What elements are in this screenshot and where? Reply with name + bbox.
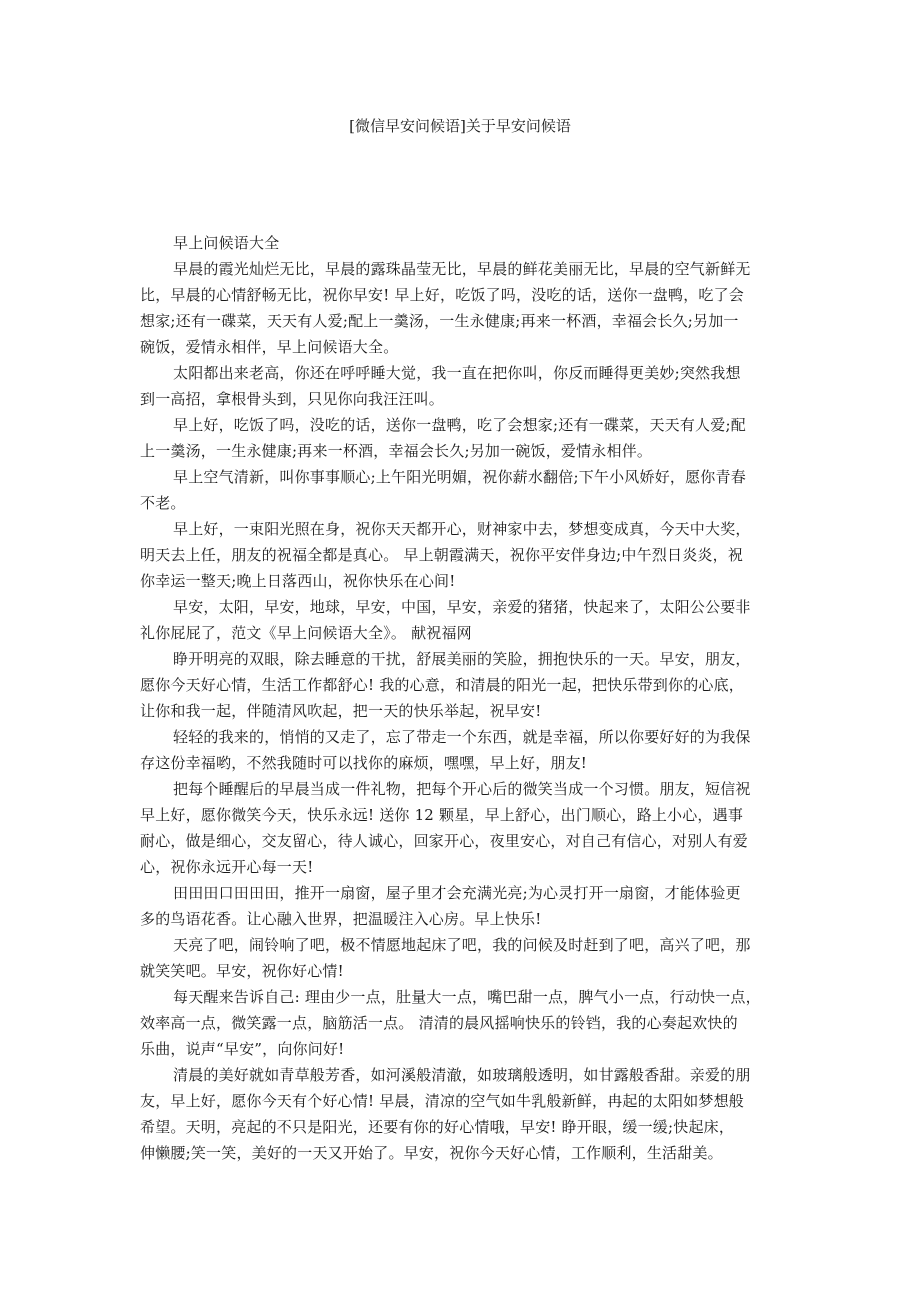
text-line: 乐曲，说声“早安”，向你问好!	[140, 1040, 345, 1058]
text-line: 田田田口田田田，推开一扇窗，屋子里才会充满光亮;为心灵打开一扇窗，才能体验更	[173, 884, 741, 902]
section-heading	[140, 230, 790, 256]
text-line: 睁开明亮的双眼，除去睡意的干扰，舒展美丽的笑脸，拥抱快乐的一天。早安，朋友，	[173, 650, 751, 668]
document-title: [微信早安问候语]关于早安问候语	[349, 117, 571, 135]
text-line: 多的鸟语花香。让心融入世界，把温暖注入心房。早上快乐!	[140, 910, 542, 928]
text-line: 不老。	[140, 494, 186, 512]
text-line: 清晨的美好就如青草般芳香，如河溪般清澈，如玻璃般透明，如甘露般香甜。亲爱的朋	[173, 1066, 751, 1084]
text-line: 明天去上任，朋友的祝福全都是真心。 早上朝霞满天，祝你平安伴身边;中午烈日炎炎，祝	[140, 546, 744, 564]
paragraph	[140, 464, 790, 516]
text-line: 愿你今天好心情，生活工作都舒心! 我的心意，和清晨的阳光一起，把快乐带到你的心底，	[140, 676, 744, 694]
document-body	[140, 230, 790, 1166]
text-line: 每天醒来告诉自己: 理由少一点，肚量大一点，嘴巴甜一点，脾气小一点，行动快一点，	[173, 988, 761, 1006]
text-line: 早上好，吃饭了吗，没吃的话，送你一盘鸭，吃了会想家;还有一碟菜，天天有人爱;配	[173, 416, 746, 434]
text-line: 存这份幸福哟，不然我随时可以找你的麻烦，嘿嘿，早上好，朋友!	[140, 754, 588, 772]
text-line: 心，祝你永远开心每一天!	[140, 858, 314, 876]
text-line: 想家;还有一碟菜，天天有人爱;配上一羹汤，一生永健康;再来一杯酒，幸福会长久;另加一	[140, 312, 739, 330]
text-line: 天亮了吧，闹铃响了吧，极不情愿地起床了吧，我的问候及时赶到了吧，高兴了吧，那	[173, 936, 751, 954]
paragraph	[140, 516, 790, 594]
text-line: 比，早晨的心情舒畅无比，祝你早安! 早上好，吃饭了吗，没吃的话，送你一盘鸭，吃了会	[140, 286, 744, 304]
paragraph	[140, 1062, 790, 1166]
text-line: 碗饭，爱情永相伴，早上问候语大全。	[140, 338, 399, 356]
paragraph	[140, 360, 790, 412]
text-line: 礼你屁屁了，范文《早上问候语大全》。 献祝福网	[140, 624, 472, 642]
paragraph	[140, 594, 790, 646]
paragraph	[140, 646, 790, 724]
text-line: 把每个睡醒后的早晨当成一件礼物，把每个开心后的微笑当成一个习惯。朋友，短信祝	[173, 780, 751, 798]
text-line: 早上问候语大全	[173, 234, 280, 252]
text-line: 上一羹汤，一生永健康;再来一杯酒，幸福会长久;另加一碗饭，爱情永相伴。	[140, 442, 653, 460]
text-line: 耐心，做是细心，交友留心，待人诚心，回家开心，夜里安心，对自己有信心，对别人有爱	[140, 832, 749, 850]
text-line: 到一高招，拿根骨头到，只见你向我汪汪叫。	[140, 390, 445, 408]
text-line: 你幸运一整天;晚上日落西山，祝你快乐在心间!	[140, 572, 456, 590]
text-line: 轻轻的我来的，悄悄的又走了，忘了带走一个东西，就是幸福，所以你要好好的为我保	[173, 728, 751, 746]
paragraph	[140, 880, 790, 932]
text-line: 早上空气清新，叫你事事顺心;上午阳光明媚，祝你薪水翻倍;下午小风娇好，愿你青春	[173, 468, 746, 486]
text-line: 希望。天明，亮起的不只是阳光，还要有你的好心情哦，早安! 睁开眼，缓一缓;快起床，	[140, 1118, 735, 1136]
paragraph	[140, 776, 790, 880]
text-line: 太阳都出来老高，你还在呼呼睡大觉，我一直在把你叫，你反而睡得更美妙;突然我想	[173, 364, 741, 382]
text-line: 伸懒腰;笑一笑，美好的一天又开始了。早安，祝你今天好心情，工作顺利，生活甜美。	[140, 1144, 723, 1162]
text-line: 就笑笑吧。早安，祝你好心情!	[140, 962, 344, 980]
text-line: 友，早上好，愿你今天有个好心情! 早晨，清凉的空气如牛乳般新鲜，冉起的太阳如梦想般	[140, 1092, 744, 1110]
paragraph	[140, 932, 790, 984]
text-line: 早晨的霞光灿烂无比，早晨的露珠晶莹无比，早晨的鲜花美丽无比，早晨的空气新鲜无	[173, 260, 751, 278]
paragraph	[140, 724, 790, 776]
text-line: 让你和我一起，伴随清风吹起，把一天的快乐举起，祝早安!	[140, 702, 542, 720]
paragraph	[140, 412, 790, 464]
paragraph	[140, 984, 790, 1062]
paragraph	[140, 256, 790, 360]
text-line: 早上好，一束阳光照在身，祝你天天都开心，财神家中去，梦想变成真，今天中大奖，	[173, 520, 751, 538]
text-line: 早安，太阳，早安，地球，早安，中国，早安，亲爱的猪猪，快起来了，太阳公公要非	[173, 598, 751, 616]
text-line: 效率高一点，微笑露一点，脑筋活一点。 清清的晨风摇响快乐的铃铛，我的心奏起欢快的	[140, 1014, 738, 1032]
text-line: 早上好，愿你微笑今天，快乐永远! 送你 12 颗星，早上舒心，出门顺心，路上小心，遇事	[140, 806, 744, 824]
